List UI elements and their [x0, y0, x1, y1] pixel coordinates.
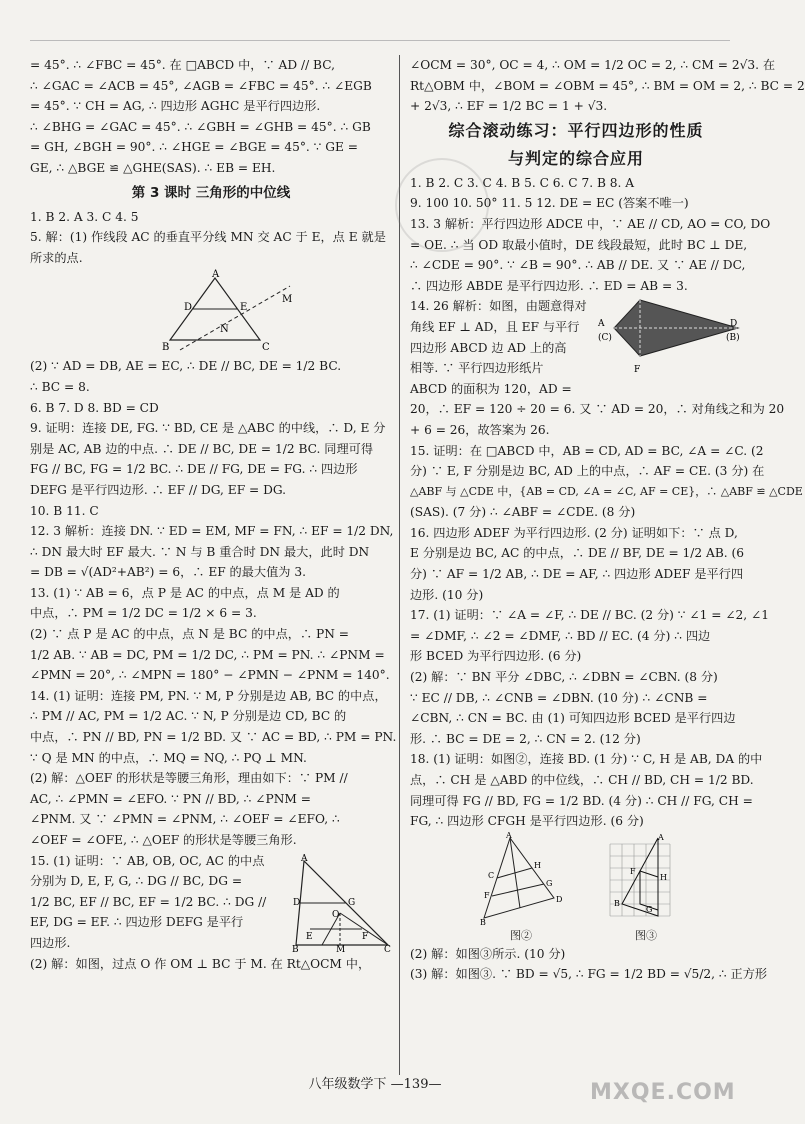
text-line: 别是 AC, AB 边的中点. ∴ DE // BC, DE = 1/2 BC. 同理可得: [30, 441, 374, 456]
text-line: (2) ∵ 点 P 是 AC 的中点，点 N 是 BC 的中点，∴ PN =: [30, 627, 349, 642]
text-line: ∴ 四边形 ABDE 是平行四边形. ∴ ED = AB = 3.: [410, 278, 688, 293]
text-line: 相等. ∵ 平行四边形纸片: [410, 361, 544, 376]
text-line: ∴ ∠CDE = 90°. ∵ ∠B = 90°. ∴ AB // DE. 又 ∵ AE // DC,: [410, 258, 746, 273]
text-line: = OE. ∴ 当 OD 取最小值时，DE 线段最短，此时 BC ⊥ DE,: [410, 237, 748, 252]
q18-figures: [410, 832, 742, 944]
q15-block: [30, 851, 392, 954]
text-line: ∠OCM = 30°, OC = 4, ∴ OM = 1/2 OC = 2, ∴ CM = 2√3. 在: [410, 58, 776, 72]
text-line: 点，∴ CH 是 △ABD 的中位线，∴ CH // BD, CH = 1/2 BD.: [410, 773, 754, 787]
text-line: EF, DG = EF. ∴ 四边形 DEFG 是平行: [30, 915, 244, 930]
figure-3-grid-diagram: [610, 834, 676, 924]
text-line: ∴ ∠BHG = ∠GAC = 45°. ∴ ∠GBH = ∠GHB = 45°. ∴ GB: [30, 119, 371, 134]
svg-text:N: N: [220, 324, 229, 336]
left-column: [30, 55, 397, 974]
svg-text:H: H: [660, 872, 667, 882]
text-line: = 45°. ∴ ∠FBC = 45°. 在 □ABCD 中，∵ AD // BC,: [30, 58, 335, 72]
text-line: 14. 26 解析：如图，由题意得对: [410, 299, 587, 314]
text-line: 分别为 D, E, F, G, ∴ DG // BC, DG =: [30, 874, 243, 889]
text-line: 中点，∴ PM = 1/2 DC = 1/2 × 6 = 3.: [30, 606, 257, 621]
text-line: ∠OEF = ∠OFE, ∴ △OEF 的形状是等腰三角形.: [30, 833, 297, 847]
svg-text:(C): (C): [598, 333, 612, 344]
text-line: (2) 解：∵ BN 平分 ∠DBC, ∴ ∠DBN = ∠CBN. (8 分): [410, 670, 718, 685]
top-rule: [30, 40, 730, 41]
text-line: 所求的点.: [30, 250, 83, 265]
figure-3-caption: 图③: [635, 928, 657, 942]
text-line: 18. (1) 证明：如图②，连接 BD. (1 分) ∵ C, H 是 AB, DA 的中: [410, 752, 763, 767]
svg-text:E: E: [306, 931, 313, 942]
svg-text:B: B: [292, 944, 299, 955]
text-line: (SAS). (7 分) ∴ ∠ABF = ∠CDE. (8 分): [410, 505, 636, 520]
svg-text:H: H: [534, 860, 541, 870]
svg-text:(B): (B): [726, 333, 740, 344]
text-line: (2) 解：△OEF 的形状是等腰三角形，理由如下：∵ PM //: [30, 771, 348, 786]
svg-text:E: E: [240, 302, 248, 314]
text-line: = GH, ∠BGH = 90°. ∴ ∠HGE = ∠BGE = 45°. ∵ GE =: [30, 140, 359, 155]
text-line: + 2√3, ∴ EF = 1/2 BC = 1 + √3.: [410, 99, 608, 114]
svg-text:D: D: [556, 894, 563, 904]
text-line: 13. (1) ∵ AB = 6，点 P 是 AC 的中点，点 M 是 AD 的: [30, 585, 340, 600]
text-line: 1. B 2. C 3. C 4. B 5. C 6. C 7. B 8. A: [410, 175, 635, 190]
text-line: 15. 证明：在 □ABCD 中，AB = CD, AD = BC, ∠A = ∠C. (2: [410, 443, 764, 458]
figure-2-diagram: [480, 830, 570, 927]
text-line: ABCD 的面积为 120，AD =: [410, 381, 572, 396]
text-line: FG, ∴ 四边形 CFGH 是平行四边形. (6 分): [410, 814, 644, 829]
text-line: 分) ∵ E, F 分别是边 BC, AD 上的中点，∴ AF = CE. (3 分) 在: [410, 464, 765, 479]
text-line: 6. B 7. D 8. BD = CD: [30, 400, 159, 415]
text-line: + 6 = 26，故答案为 26.: [410, 422, 550, 437]
stamp-mark: [395, 158, 489, 252]
svg-text:A: A: [212, 269, 220, 281]
text-line: 四边形.: [30, 935, 71, 950]
text-line: GE, ∴ △BGE ≌ △GHE(SAS). ∴ EB = EH.: [30, 160, 276, 175]
text-line: 16. 四边形 ADEF 为平行四边形. (2 分) 证明如下：∵ 点 D,: [410, 525, 738, 540]
text-line: (2) 解：如图，过点 O 作 OM ⊥ BC 于 M. 在 Rt△OCM 中，: [30, 956, 371, 971]
text-line: ∴ DN 最大时 EF 最大. ∵ N 与 B 重合时 DN 最大，此时 DN: [30, 544, 370, 559]
text-line: ∴ ∠GAC = ∠ACB = 45°, ∠AGB = ∠FBC = 45°. ∴ ∠EGB: [30, 78, 372, 93]
text-line: 四边形 ABCD 边 AD 上的高: [410, 340, 567, 355]
text-line: ∵ EC // DB, ∴ ∠CNB = ∠DBN. (10 分) ∴ ∠CNB =: [410, 690, 708, 705]
triangle-diagram: [160, 269, 310, 354]
q15-triangle-diagram: [292, 853, 392, 953]
text-line: ∠CBN, ∴ CN = BC. 由 (1) 可知四边形 BCED 是平行四边: [410, 711, 736, 726]
text-line: ∠PNM. 又 ∵ ∠PMN = ∠PNM, ∴ ∠OEF = ∠EFO, ∴: [30, 812, 340, 827]
chapter-title-line2: 与判定的综合应用: [507, 148, 644, 168]
text-line: △ABF 与 △CDE 中，{AB = CD, ∠A = ∠C, AF = CE}，∴ △ABF ≌ △CDE: [410, 484, 803, 498]
site-watermark: MXQE.COM: [590, 1080, 736, 1105]
svg-text:G: G: [348, 897, 356, 908]
text-line: 14. (1) 证明：连接 PM, PN. ∵ M, P 分别是边 AB, BC 的中点，: [30, 688, 387, 703]
text-line: 13. 3 解析：平行四边形 ADCE 中，∵ AE // CD, AO = CO, DO: [410, 216, 771, 231]
text-line: DEFG 是平行四边形. ∴ EF // DG, EF = DG.: [30, 482, 287, 497]
svg-text:O: O: [332, 909, 340, 920]
text-line: = DB = √(AD²+AB²) = 6，∴ EF 的最大值为 3.: [30, 565, 306, 580]
text-line: FG // BC, FG = 1/2 BC. ∴ DE // FG, DE = FG. ∴ 四边形: [30, 462, 358, 477]
text-line: 1. B 2. A 3. C 4. 5: [30, 209, 139, 224]
text-line: = ∠DMF, ∴ ∠2 = ∠DMF, ∴ BD // EC. (4 分) ∴ 四边: [410, 628, 711, 643]
svg-text:M: M: [282, 294, 293, 306]
text-line: 15. (1) 证明：∵ AB, OB, OC, AC 的中点: [30, 853, 265, 868]
text-line: 分) ∵ AF = 1/2 AB, ∴ DE = AF, ∴ 四边形 ADEF 是平行四: [410, 567, 744, 582]
chapter-title-line1: 综合滚动练习：平行四边形的性质: [448, 120, 704, 140]
figure-2-caption: 图②: [510, 928, 532, 942]
text-line: 12. 3 解析：连接 DN. ∵ ED = EM, MF = FN, ∴ EF = 1/2 DN,: [30, 524, 394, 539]
text-line: (2) ∵ AD = DB, AE = EC, ∴ DE // BC, DE = 1/2 BC.: [30, 359, 342, 374]
svg-text:G: G: [646, 904, 653, 914]
text-line: ∵ Q 是 MN 的中点，∴ MQ = NQ, ∴ PQ ⊥ MN.: [30, 750, 307, 765]
svg-text:C: C: [262, 342, 270, 354]
q14-block: [410, 296, 742, 399]
svg-text:A: A: [658, 832, 664, 842]
svg-text:B: B: [162, 342, 170, 354]
svg-text:G: G: [546, 878, 553, 888]
text-line: 中点，∴ PN // BD, PN = 1/2 BD. 又 ∵ AC = BD, ∴ PM = PN.: [30, 730, 397, 745]
section-title: 第 3 课时 三角形的中位线: [131, 184, 291, 201]
text-line: 17. (1) 证明：∵ ∠A = ∠F, ∴ DE // BC. (2 分) ∵ ∠1 = ∠2, ∠1: [410, 608, 770, 623]
svg-text:C: C: [488, 870, 495, 880]
text-line: = 45°. ∵ CH = AG, ∴ 四边形 AGHC 是平行四边形.: [30, 99, 321, 114]
svg-text:D: D: [293, 897, 301, 908]
svg-text:A: A: [506, 830, 512, 840]
svg-text:B: B: [614, 898, 620, 908]
svg-text:A: A: [598, 319, 605, 330]
text-line: 形 BCED 为平行四边形. (6 分): [410, 649, 582, 664]
text-line: ∴ PM // AC, PM = 1/2 AC. ∵ N, P 分别是边 CD, BC 的: [30, 709, 347, 724]
svg-text:F: F: [484, 890, 490, 900]
page-footer: 八年级数学下 —139—: [308, 1077, 442, 1092]
text-line: AC, ∴ ∠PMN = ∠EFO. ∵ PN // BD, ∴ ∠PNM =: [30, 791, 311, 806]
svg-text:B: B: [480, 917, 486, 927]
svg-text:D: D: [184, 302, 193, 314]
svg-text:M: M: [336, 944, 346, 955]
svg-text:D: D: [730, 319, 738, 330]
text-line: 1/2 BC, EF // BC, EF = 1/2 BC. ∴ DG //: [30, 894, 267, 909]
text-line: 角线 EF ⊥ AD，且 EF 与平行: [410, 319, 580, 334]
svg-text:A: A: [301, 853, 308, 864]
svg-text:F: F: [634, 365, 641, 376]
text-line: 10. B 11. C: [30, 503, 99, 518]
triangle-figure-q5: [30, 269, 392, 354]
text-line: 20，∴ EF = 120 ÷ 20 = 6. 又 ∵ AD = 20，∴ 对角线之和为 20: [410, 402, 785, 417]
text-line: ∴ BC = 8.: [30, 379, 90, 394]
text-line: 同理可得 FG // BD, FG = 1/2 BD. (4 分) ∴ CH // FG, CH =: [410, 793, 753, 808]
text-line: 5. 解：(1) 作线段 AC 的垂直平分线 MN 交 AC 于 E，点 E 就是: [30, 230, 386, 245]
text-line: (3) 解：如图③. ∵ BD = √5, ∴ FG = 1/2 BD = √5/2, ∴ 正方形: [410, 967, 768, 982]
text-line: E 分别是边 BC, AC 的中点，∴ DE // BF, DE = 1/2 AB. (6: [410, 546, 745, 561]
svg-text:F: F: [362, 931, 369, 942]
svg-text:F: F: [630, 866, 636, 876]
text-line: (2) 解：如图③所示. (10 分): [410, 946, 566, 961]
text-line: ∠PMN = 20°, ∴ ∠MPN = 180° − ∠PMN − ∠PNM = 140°.: [30, 668, 390, 683]
text-line: 9. 100 10. 50° 11. 5 12. DE = EC (答案不唯一): [410, 196, 689, 211]
text-line: 9. 证明：连接 DE, FG. ∵ BD, CE 是 △ABC 的中线，∴ D, E 分: [30, 421, 386, 436]
svg-text:C: C: [384, 944, 391, 955]
text-line: 边形. (10 分): [410, 587, 484, 602]
text-line: 形. ∴ BC = DE = 2, ∴ CN = 2. (12 分): [410, 731, 641, 746]
q14-kite-diagram: [598, 296, 742, 396]
text-line: 1/2 AB. ∵ AB = DC, PM = 1/2 DC, ∴ PM = PN. ∴ ∠PNM =: [30, 647, 385, 662]
text-line: Rt△OBM 中，∠BOM = ∠OBM = 45°, ∴ BM = OM = 2, ∴ BC = 2: [410, 78, 805, 93]
